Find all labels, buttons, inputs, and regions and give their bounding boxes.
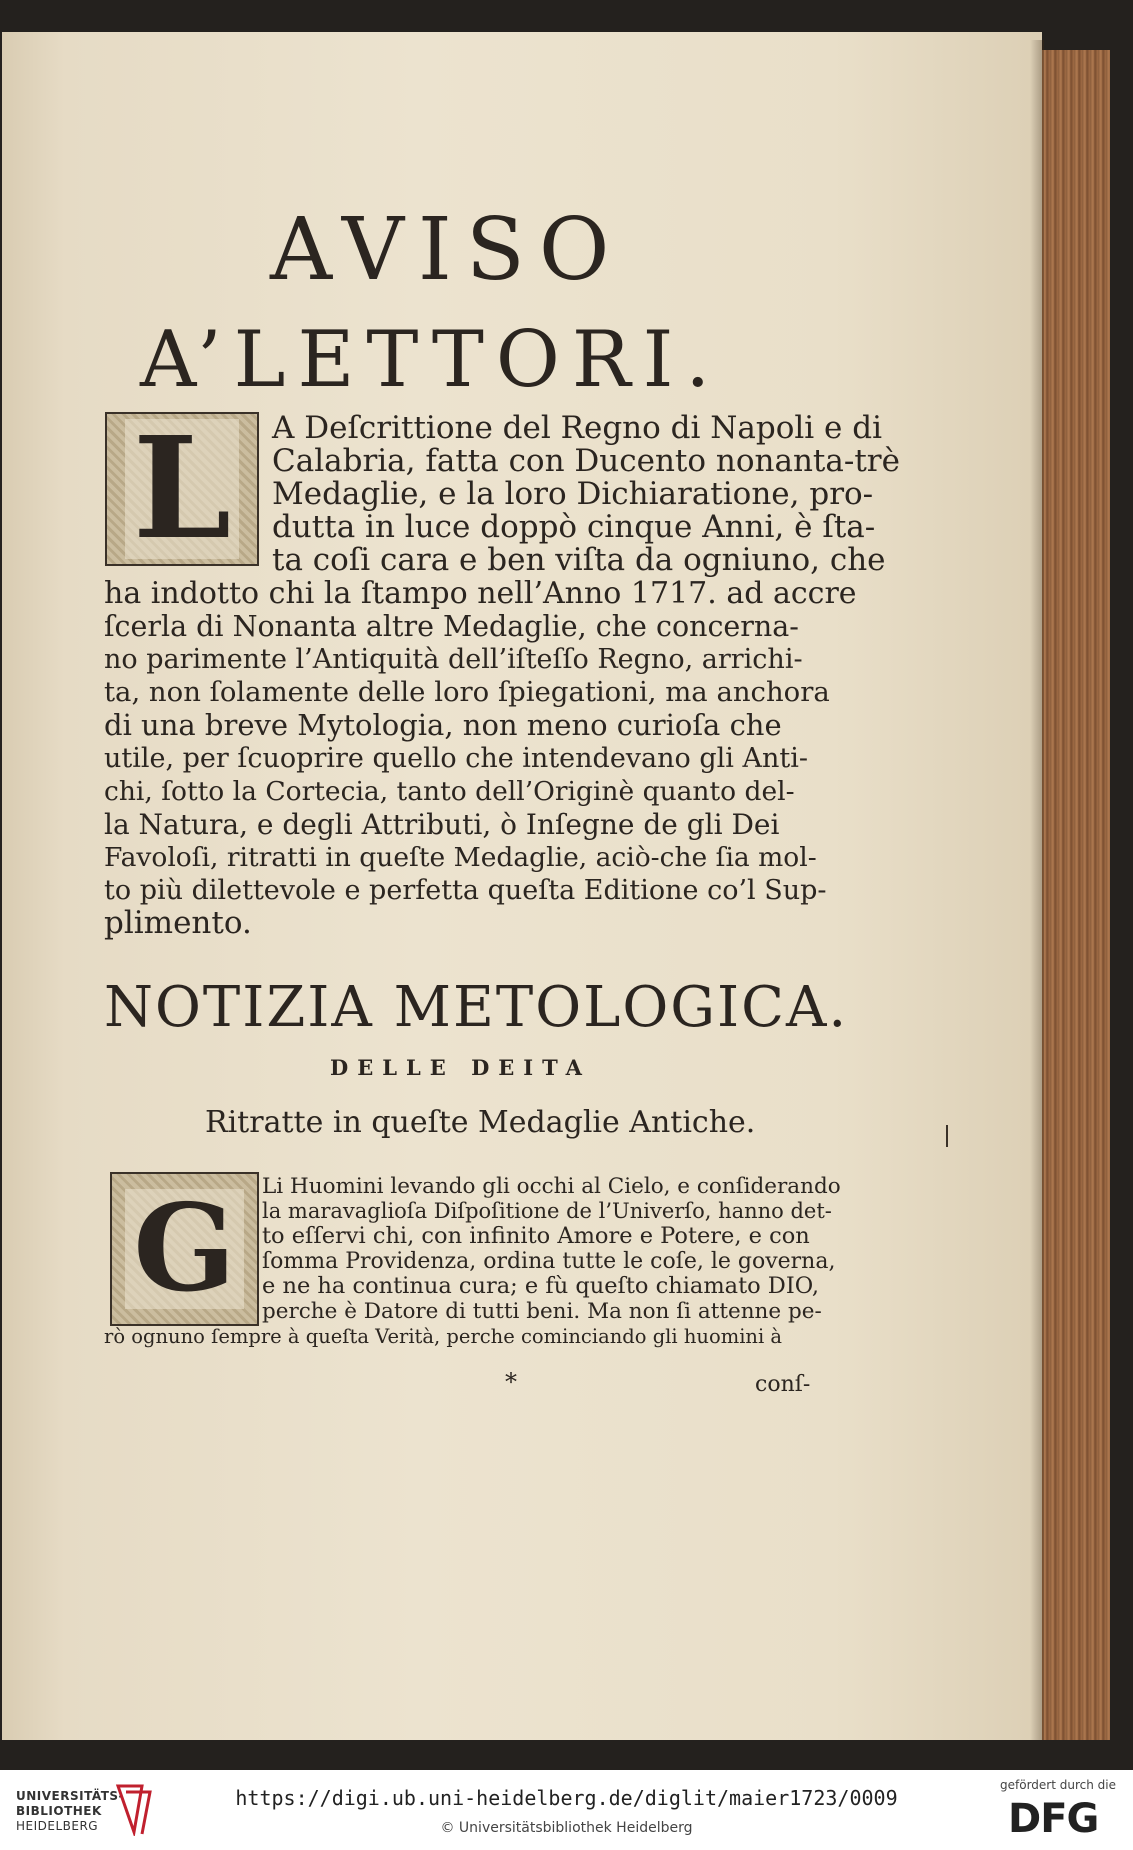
dfg-logo: DFG	[1008, 1796, 1099, 1842]
intro-line: ta coſi cara e ben viſta da ogniuno, che	[272, 542, 886, 578]
paragraph-line: e ne ha continua cura; e fù queſto chiamato DIO,	[262, 1273, 820, 1299]
title-line-1: AVISO	[270, 200, 624, 300]
initial-letter: L	[125, 419, 239, 559]
catchword: conſ-	[755, 1372, 811, 1397]
library-name-line-2: BIBLIOTHEK	[16, 1804, 102, 1818]
library-name-line-1: UNIVERSITÄTS-	[16, 1789, 125, 1803]
intro-line: Medaglie, e la loro Dichiaratione, pro-	[272, 476, 874, 512]
paragraph-line: Li Huomini levando gli occhi al Cielo, e conſiderando	[262, 1174, 841, 1199]
intro-line: dutta in luce doppò cinque Anni, è ſta-	[272, 509, 876, 545]
intro-line: Favoloſi, ritratti in queſte Medaglie, aciò-che ſia mol-	[104, 842, 817, 873]
paragraph-line: perche è Datore di tutti beni. Ma non ſi attenne pe-	[262, 1299, 822, 1324]
decorated-initial-l	[105, 407, 259, 571]
copyright-notice: © Universitätsbibliothek Heidelberg	[440, 1820, 693, 1836]
intro-line: A Deſcrittione del Regno di Napoli e di	[272, 410, 883, 446]
paragraph-line: ſomma Providenza, ordina tutte le coſe, le governa,	[262, 1249, 836, 1274]
intro-line: to più dilettevole e perfetta queſta Editione co’l Sup-	[104, 875, 827, 906]
intro-line: no parimente l’Antiquità dell’iſteſſo Regno, arrichi-	[104, 644, 803, 675]
intro-line: chi, ſotto la Cortecia, tanto dell’Originè quanto del-	[104, 776, 795, 807]
intro-line: la Natura, e degli Attributi, ò Inſegne de gli Dei	[104, 808, 780, 841]
section-subheading: DELLE DEITA	[330, 1055, 591, 1080]
document-url-link[interactable]: https://digi.ub.uni-heidelberg.de/diglit/maier1723/0009	[235, 1786, 898, 1810]
title-line-2: A’LETTORI.	[140, 315, 723, 405]
paragraph-line: la maravaglioſa Diſpoſitione de l’Univerſo, hanno det-	[262, 1199, 832, 1223]
paragraph-line: rò ognuno ſempre à queſta Verità, perche cominciando gli huomini à	[104, 1325, 783, 1348]
intro-line: ta, non ſolamente delle loro ſpiegationi, ma anchora	[104, 676, 830, 708]
funder-caption: gefördert durch die	[1000, 1778, 1116, 1792]
initial-letter: G	[125, 1189, 243, 1309]
library-name-line-3: HEIDELBERG	[16, 1819, 99, 1833]
intro-line: plimento.	[104, 905, 252, 941]
book-page-edges	[1042, 50, 1110, 1740]
section-heading: NOTIZIA METOLOGICA.	[104, 975, 849, 1040]
paragraph-line: to eſſervi chi, con infinito Amore e Potere, e con	[262, 1223, 810, 1249]
page-edge-shadow	[1030, 40, 1044, 1740]
intro-line: ſcerla di Nonanta altre Medaglie, che concerna-	[104, 610, 799, 643]
intro-line: di una breve Mytologia, non meno curioſa che	[104, 708, 782, 742]
margin-mark	[946, 1125, 948, 1147]
decorated-initial-g	[110, 1172, 259, 1326]
signature-mark: *	[505, 1368, 517, 1396]
section-subtitle: Ritratte in queſte Medaglie Antiche.	[205, 1105, 756, 1140]
intro-line: utile, per ſcuoprire quello che intendevano gli Anti-	[104, 743, 809, 774]
intro-line: ha indotto chi la ſtampo nell’Anno 1717. ad accre	[104, 576, 857, 611]
viewer-footer	[0, 1770, 1133, 1850]
intro-line: Calabria, fatta con Ducento nonanta-trè	[272, 443, 900, 479]
